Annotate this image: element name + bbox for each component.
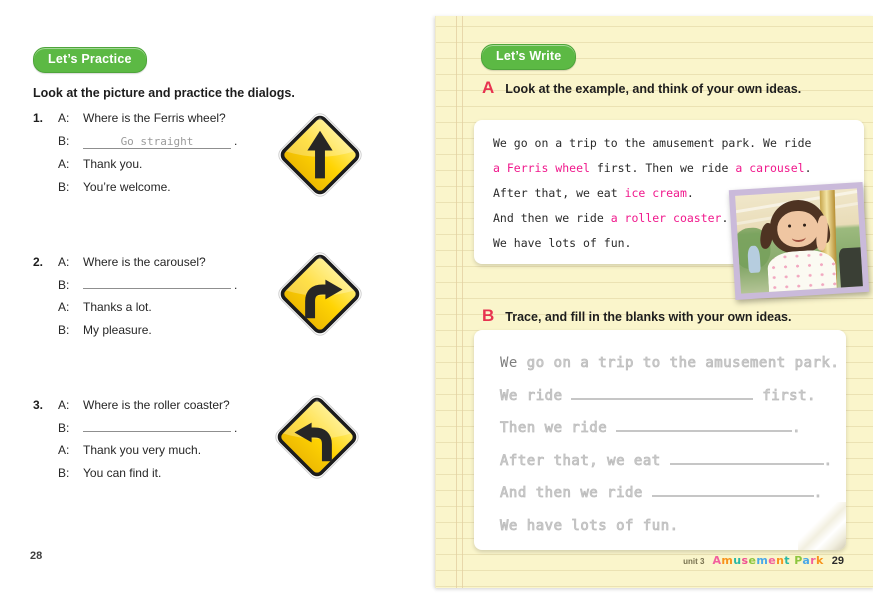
dialog-3: [33, 398, 237, 488]
trace-line: [500, 477, 846, 510]
speaker-label: B:: [58, 277, 70, 292]
dark-object: [839, 247, 863, 290]
dialog-line: [58, 300, 237, 314]
left-page: [0, 0, 425, 612]
speaker-label: B:: [58, 133, 70, 148]
trace-line: [500, 380, 846, 413]
example-text-segment: And then we ride: [493, 211, 611, 225]
example-text-segment: We go on a trip to the amusement park. We ride: [493, 136, 812, 150]
dialog-number: 3.: [33, 398, 44, 412]
dialog-line: [58, 466, 237, 480]
example-text-segment: a roller coaster: [610, 211, 722, 225]
dialog-line: [58, 134, 237, 149]
trace-line: [500, 412, 846, 445]
trace-text: go on a trip to the amusement park.: [517, 355, 840, 371]
lets-practice-badge: Let’s Practice: [33, 47, 147, 73]
blank-suffix: .: [234, 277, 238, 292]
trace-text: Then we ride: [500, 420, 617, 436]
blank-suffix: .: [234, 133, 238, 148]
dialog-line: [58, 180, 237, 194]
trace-text: And then we ride: [500, 485, 652, 501]
dialog-line: [58, 111, 237, 125]
trace-line: [500, 347, 846, 380]
speaker-label: B:: [58, 465, 70, 480]
dialog-line: [58, 157, 237, 171]
section-a-header: [482, 78, 801, 98]
dialog-answer-blank[interactable]: [83, 431, 231, 432]
dialog-line: [58, 421, 237, 435]
dialog-answer-blank[interactable]: [83, 134, 231, 149]
answer-text: Go straight: [120, 134, 194, 148]
dialog-answer-blank[interactable]: [83, 288, 231, 289]
example-text-segment: .: [804, 161, 812, 175]
trace-text: .: [823, 452, 833, 469]
example-line: [493, 156, 864, 181]
dialog-text: My pleasure.: [83, 322, 152, 337]
right-page-footer: [683, 554, 844, 567]
dialog-text: Thank you very much.: [83, 443, 202, 457]
example-text-segment: We have lots of fun.: [493, 236, 632, 250]
right-page: [435, 16, 873, 588]
speaker-label: A:: [58, 300, 70, 314]
trace-blank[interactable]: [571, 385, 753, 400]
section-b-letter: B: [482, 306, 495, 325]
trace-text: We have lots of fun.: [500, 517, 679, 534]
trace-line: [500, 510, 846, 543]
dialog-text: Where is the roller coaster?: [83, 398, 230, 412]
lets-write-badge: Let’s Write: [481, 44, 576, 70]
dialog-text: You’re welcome.: [83, 179, 171, 194]
dialog-text: Where is the Ferris wheel?: [83, 111, 226, 125]
trace-line: [500, 445, 846, 478]
girl-shirt: [767, 249, 838, 294]
trace-text: We ride: [500, 387, 572, 404]
trace-text: After that, we eat: [500, 452, 670, 469]
speaker-label: B:: [58, 420, 70, 435]
speaker-label: A:: [58, 443, 70, 457]
dialog-number: 1.: [33, 111, 44, 125]
photo-image: [735, 188, 863, 293]
section-b-header: [482, 306, 791, 326]
speaker-label: A:: [58, 111, 70, 125]
example-text-segment: After that, we eat: [493, 186, 625, 200]
trace-solid-text: We: [500, 355, 518, 371]
dialog-1: [33, 111, 237, 202]
right-turn-sign-icon: [275, 249, 365, 339]
margin-line: [462, 16, 463, 588]
left-turn-sign-icon: [272, 392, 362, 482]
section-a-letter: A: [482, 78, 495, 97]
example-text-segment: first. Then we ride: [589, 161, 736, 175]
trace-text: first.: [753, 387, 816, 404]
speaker-label: B:: [58, 322, 70, 337]
dialog-line: [58, 443, 237, 457]
dialog-line: [58, 255, 237, 269]
trace-text: .: [813, 485, 823, 501]
dialog-text: Where is the carousel?: [83, 255, 206, 269]
section-b-instruction: Trace, and fill in the blanks with your own ideas.: [505, 310, 792, 324]
speaker-label: B:: [58, 179, 70, 194]
speaker-label: A:: [58, 255, 70, 269]
section-a-instruction: Look at the example, and think of your own ideas.: [505, 82, 802, 96]
example-text-segment: a Ferris wheel: [493, 161, 590, 175]
unit-title: Amusement Park: [712, 554, 824, 567]
example-text-segment: .: [721, 211, 729, 225]
margin-line: [456, 16, 457, 588]
practice-instruction: Look at the picture and practice the dialogs.: [33, 86, 295, 100]
blank-suffix: .: [234, 420, 238, 435]
example-text-segment: .: [686, 186, 694, 200]
speaker-label: A:: [58, 398, 70, 412]
trace-blank[interactable]: [670, 450, 824, 465]
example-text-segment: ice cream: [624, 186, 687, 200]
dialog-line: [58, 278, 237, 292]
dialog-text: Thank you.: [83, 157, 143, 171]
example-line: [493, 131, 864, 156]
dialog-line: [58, 323, 237, 337]
left-page-number: 28: [30, 550, 43, 562]
dialog-text: Thanks a lot.: [83, 300, 152, 314]
unit-label: unit 3: [683, 557, 705, 566]
background-person: [747, 245, 761, 273]
dialog-line: [58, 398, 237, 412]
example-text-segment: a carousel: [735, 161, 805, 175]
page-curl: [798, 502, 846, 550]
trace-blank[interactable]: [616, 417, 792, 432]
trace-blank[interactable]: [652, 482, 814, 497]
speaker-label: A:: [58, 157, 70, 171]
dialog-2: [33, 255, 237, 345]
dialog-text: You can find it.: [83, 465, 162, 480]
carousel-photo: [729, 182, 869, 300]
dialog-number: 2.: [33, 255, 44, 269]
trace-text: .: [792, 420, 802, 436]
trace-box: [474, 330, 846, 550]
straight-ahead-sign-icon: [275, 110, 365, 200]
right-page-number: 29: [831, 555, 844, 567]
